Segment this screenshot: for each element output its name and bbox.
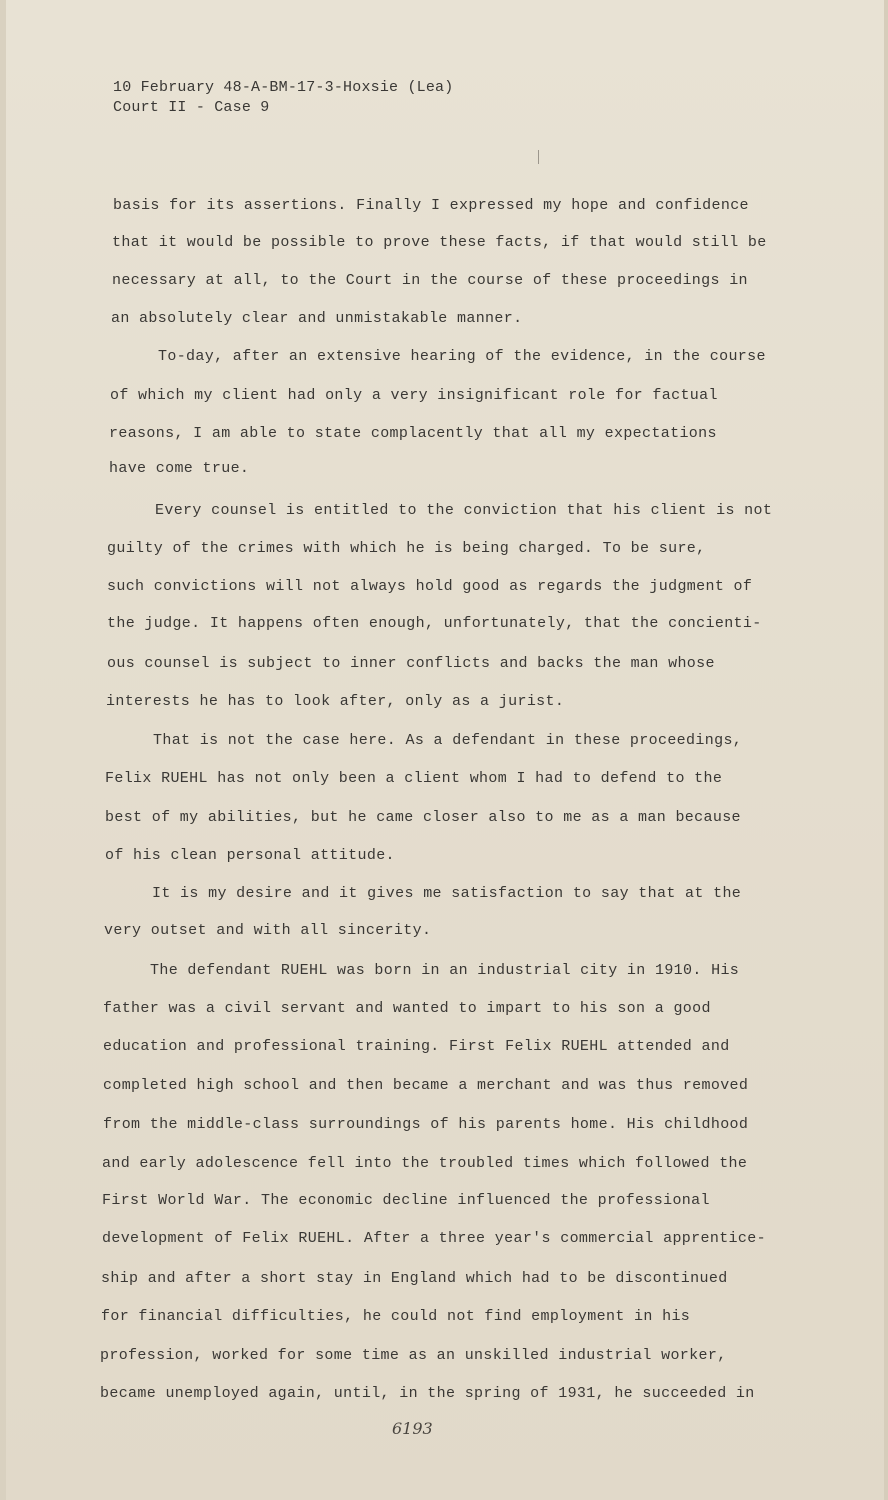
text-line: from the middle-class surroundings of his parents home. His childhood <box>103 1116 749 1133</box>
text-line: best of my abilities, but he came closer also to me as a man because <box>105 809 741 826</box>
text-line: reasons, I am able to state complacently that all my expectations <box>109 425 717 442</box>
text-line: ship and after a short stay in England which had to be discontinued <box>101 1270 728 1287</box>
header-court-case: Court II - Case 9 <box>113 99 270 116</box>
text-line: the judge. It happens often enough, unfortunately, that the concienti- <box>107 615 762 632</box>
text-line: of his clean personal attitude. <box>105 847 395 864</box>
text-line: an absolutely clear and unmistakable manner. <box>111 310 523 327</box>
text-line: The defendant RUEHL was born in an industrial city in 1910. His <box>150 962 740 979</box>
text-line: To-day, after an extensive hearing of the evidence, in the course <box>158 348 766 365</box>
text-line: of which my client had only a very insignificant role for factual <box>110 387 718 404</box>
text-line: very outset and with all sincerity. <box>104 922 432 939</box>
text-line: for financial difficulties, he could not find employment in his <box>101 1308 691 1325</box>
text-line: Felix RUEHL has not only been a client whom I had to defend to the <box>105 770 723 787</box>
text-line: interests he has to look after, only as a jurist. <box>106 693 565 710</box>
text-line: That is not the case here. As a defendant in these proceedings, <box>153 732 743 749</box>
text-line: that it would be possible to prove these facts, if that would still be <box>112 234 767 251</box>
text-line: profession, worked for some time as an unskilled industrial worker, <box>100 1347 727 1364</box>
text-line: guilty of the crimes with which he is being charged. To be sure, <box>107 540 706 557</box>
text-line: Every counsel is entitled to the conviction that his client is not <box>155 502 773 519</box>
text-line: basis for its assertions. Finally I expressed my hope and confidence <box>113 197 749 214</box>
page-number: 6193 <box>392 1419 433 1438</box>
text-line: ous counsel is subject to inner conflicts and backs the man whose <box>107 655 715 672</box>
text-line: completed high school and then became a merchant and was thus removed <box>103 1077 749 1094</box>
text-line: such convictions will not always hold good as regards the judgment of <box>107 578 753 595</box>
text-line: and early adolescence fell into the troubled times which followed the <box>102 1155 748 1172</box>
text-line: have come true. <box>109 460 250 477</box>
pencil-mark <box>538 150 539 164</box>
text-line: education and professional training. First Felix RUEHL attended and <box>103 1038 730 1055</box>
text-line: development of Felix RUEHL. After a three year's commercial apprentice- <box>102 1230 766 1247</box>
text-line: father was a civil servant and wanted to impart to his son a good <box>103 1000 711 1017</box>
page-header <box>113 78 453 118</box>
text-line: became unemployed again, until, in the spring of 1931, he succeeded in <box>100 1385 755 1402</box>
text-line: necessary at all, to the Court in the course of these proceedings in <box>112 272 748 289</box>
header-date-reference: 10 February 48-A-BM-17-3-Hoxsie (Lea) <box>113 79 454 96</box>
text-line: It is my desire and it gives me satisfaction to say that at the <box>152 885 742 902</box>
text-line: First World War. The economic decline influenced the professional <box>102 1192 710 1209</box>
